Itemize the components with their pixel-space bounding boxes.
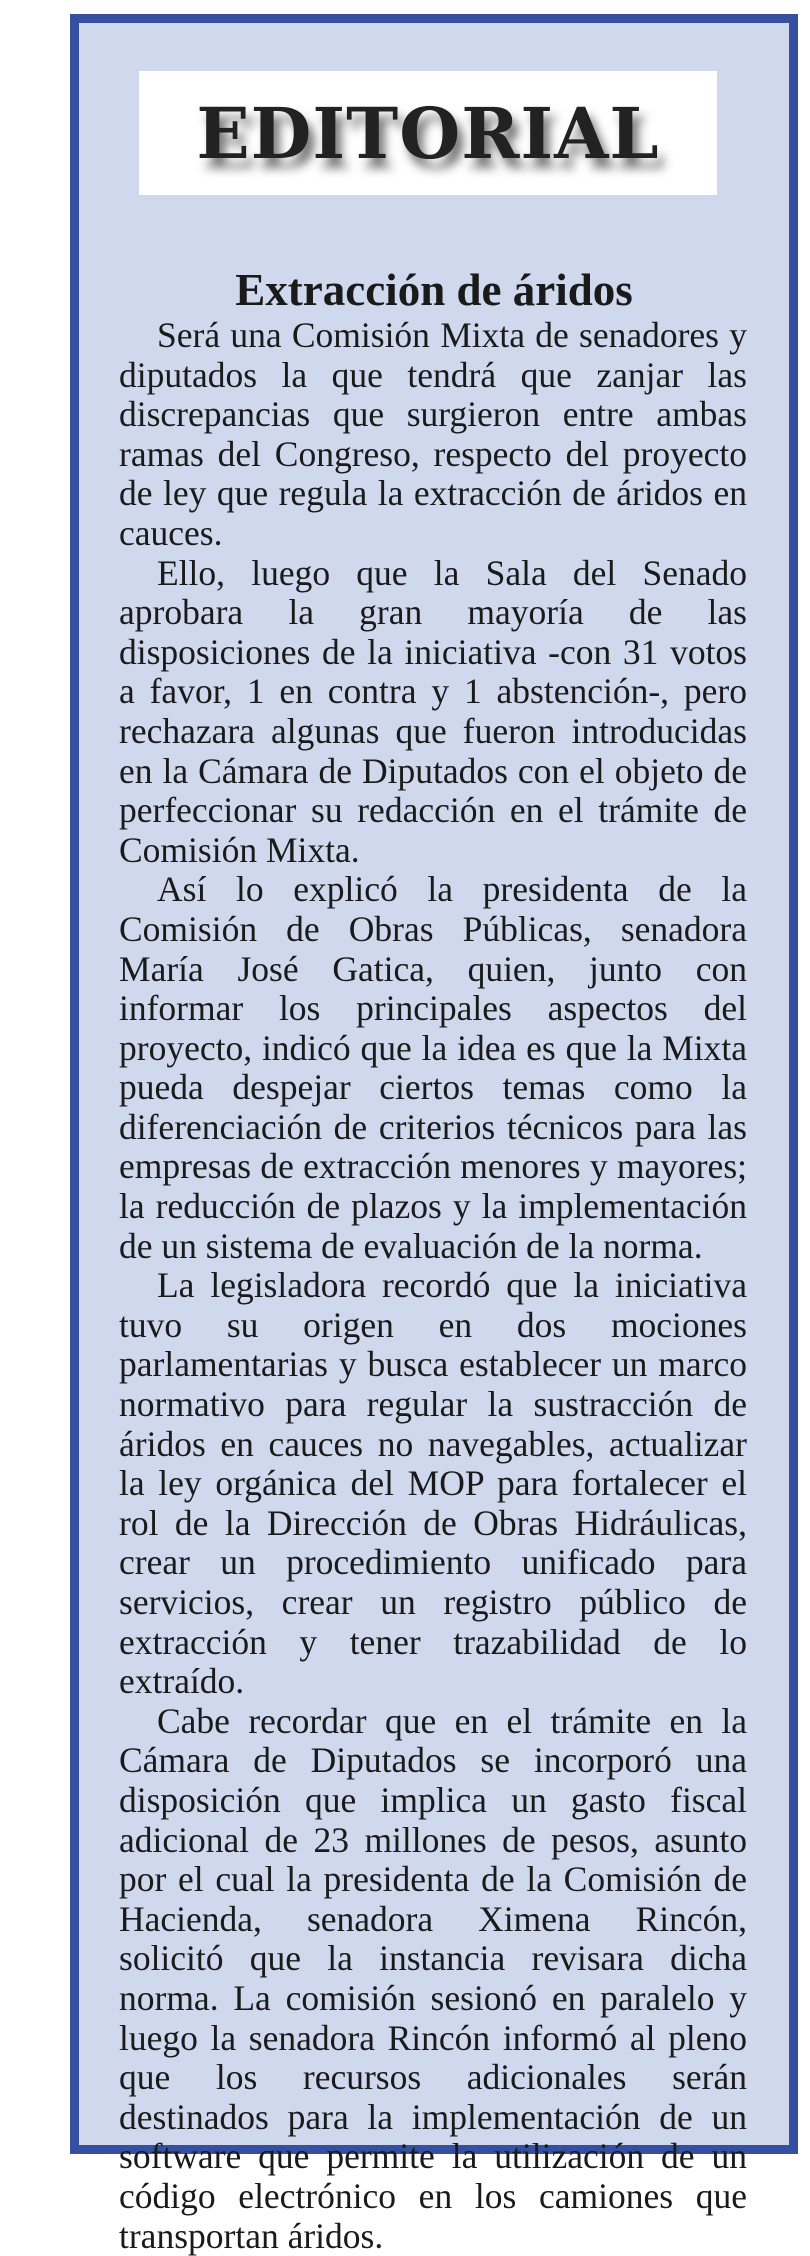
article-paragraph-5: Cabe recordar que en el trámite en la Cámara de Diputados se incorporó una disposición que implica un gasto fiscal adicional de 23 millones de pesos, asunto por el cual la presidenta de la Comisión de Hacienda, senadora Ximena Rincón, solicitó que la instancia revisara dicha norma. La comisión sesionó en paralelo y luego la senadora Rincón informó al pleno que los recursos adicionales serán destinados para la implementación de un software que permite la utilización de un código electrónico en los camiones que transportan áridos. bbox=[119, 1700, 747, 2256]
article-headline: Extracción de áridos bbox=[235, 265, 633, 315]
editorial-frame bbox=[70, 14, 798, 2256]
article-paragraph-2: Ello, luego que la Sala del Senado aprobara la gran mayoría de las disposiciones de la iniciativa -con 31 votos a favor, 1 en contra y 1 abstención-, pero rechazara algunas que fueron introducidas en la Cámara de Diputados con el objeto de perfeccionar su redacción en el trámite de Comisión Mixta. bbox=[119, 552, 747, 870]
article-body bbox=[119, 316, 747, 2256]
article-paragraph-1: Será una Comisión Mixta de senadores y diputados la que tendrá que zanjar las discrepancias que surgieron entre ambas ramas del Congreso, respecto del proyecto de ley que regula la extracción de áridos en cauces. bbox=[119, 315, 747, 553]
editorial-masthead bbox=[139, 71, 717, 195]
article-paragraph-3: Así lo explicó la presidenta de la Comisión de Obras Públicas, senadora María José Gatica, quien, junto con informar los principales aspectos del proyecto, indicó que la idea es que la Mixta pueda despejar ciertos temas como la diferenciación de criterios técnicos para las empresas de extracción menores y mayores; la reducción de plazos y la implementación de un sistema de evaluación de la norma. bbox=[119, 869, 747, 1266]
section-label: EDITORIAL bbox=[196, 91, 660, 175]
article-paragraph-4: La legisladora recordó que la iniciativa tuvo su origen en dos mociones parlamentarias y busca establecer un marco normativo para regular la sustracción de áridos en cauces no navegables, actualizar la ley orgánica del MOP para fortalecer el rol de la Dirección de Obras Hidráulicas, crear un procedimiento unificado para servicios, crear un registro público de extracción y tener trazabilidad de lo extraído. bbox=[119, 1265, 747, 1702]
